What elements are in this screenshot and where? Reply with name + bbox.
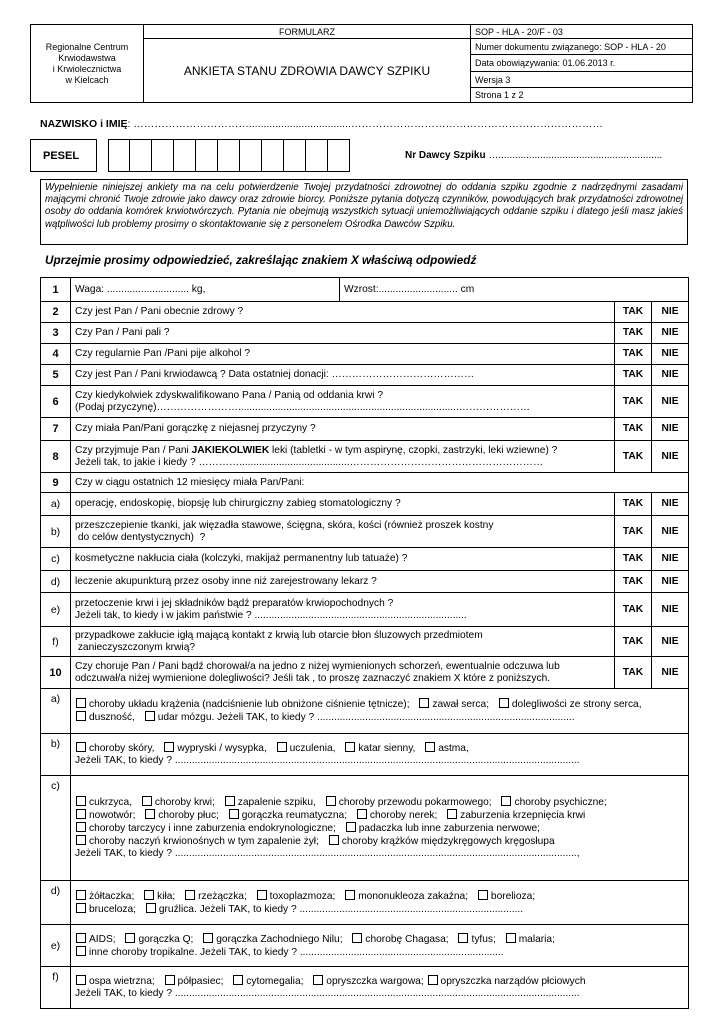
question-9d-row bbox=[41, 571, 689, 593]
questionnaire-table bbox=[40, 277, 689, 1009]
emphasis-text: JAKIEKOLWIEK bbox=[191, 444, 270, 456]
checkbox[interactable] bbox=[458, 933, 468, 943]
checkbox[interactable] bbox=[501, 796, 511, 806]
question-row-1 bbox=[41, 278, 689, 302]
checkbox[interactable] bbox=[277, 742, 287, 752]
option-label: choroby krążków międzykręgowych kręgosłupa bbox=[341, 836, 555, 847]
text-part: leki (tabletki - w tym aspirynę, czopki, zastrzyki, leki wziewne) ? bbox=[269, 444, 558, 456]
question-number: 1 bbox=[41, 278, 71, 302]
options-line: choroby układu krążenia (nadciśnienie lub obniżone ciśnienie tętnicze); zawał serca; dolegliwości ze strony serca, bbox=[75, 698, 684, 711]
measurements-cell bbox=[71, 278, 689, 302]
option-label: choroby układu krążenia (nadciśnienie lub obniżone ciśnienie tętnicze); bbox=[89, 699, 410, 710]
document-header bbox=[30, 24, 693, 103]
options-cell bbox=[71, 776, 689, 881]
date-field[interactable]: Jeżeli TAK, to kiedy ? ............................................................................................................................................... bbox=[75, 755, 580, 766]
option-label: zawał serca bbox=[432, 699, 487, 710]
form-label: FORMULARZ bbox=[144, 25, 471, 39]
checkbox[interactable] bbox=[499, 698, 509, 708]
no-option[interactable]: NIE bbox=[652, 593, 689, 627]
checkbox[interactable] bbox=[164, 742, 174, 752]
option-label: gorączka Zachodniego Nilu; bbox=[216, 933, 343, 945]
sub-letter: d) bbox=[41, 571, 71, 593]
question-row-6 bbox=[41, 386, 689, 418]
yes-option[interactable]: TAK bbox=[615, 418, 652, 441]
options-line bbox=[75, 835, 684, 848]
pesel-digit-box[interactable] bbox=[262, 139, 284, 172]
org-line: i Krwiolecznictwa bbox=[52, 63, 122, 74]
question-text bbox=[71, 593, 615, 627]
option-label: opryszczka wargowa; bbox=[326, 976, 424, 987]
option-label: choroby psychiczne; bbox=[514, 797, 607, 808]
org-line: w Kielcach bbox=[65, 74, 109, 85]
yes-option[interactable]: TAK bbox=[615, 302, 652, 323]
question-10f-row bbox=[41, 967, 689, 1009]
options-cell bbox=[71, 925, 689, 967]
checkbox[interactable] bbox=[125, 933, 135, 943]
checkbox[interactable] bbox=[76, 835, 86, 845]
option-label: żółtaczka; bbox=[89, 890, 135, 902]
no-option[interactable]: NIE bbox=[652, 627, 689, 657]
sub-letter: a) bbox=[41, 689, 71, 734]
sub-letter: b) bbox=[41, 734, 71, 776]
question-number: 6 bbox=[41, 386, 71, 418]
option-label: kiła; bbox=[157, 890, 176, 902]
question-9e-row bbox=[41, 593, 689, 627]
question-row-5 bbox=[41, 365, 689, 386]
checkbox[interactable] bbox=[478, 890, 488, 900]
option-label: borelioza; bbox=[490, 890, 536, 902]
question-row-9 bbox=[41, 473, 689, 493]
options-line bbox=[75, 742, 684, 755]
yes-option[interactable]: TAK bbox=[615, 657, 652, 689]
checkbox[interactable] bbox=[225, 796, 235, 806]
checkbox[interactable] bbox=[506, 933, 516, 943]
question-9c-row bbox=[41, 548, 689, 571]
sub-letter: c) bbox=[41, 548, 71, 571]
yes-option[interactable]: TAK bbox=[615, 323, 652, 344]
question-line bbox=[75, 445, 610, 457]
no-option[interactable]: NIE bbox=[652, 516, 689, 548]
height-field[interactable]: Wzrost:............................ cm bbox=[344, 283, 475, 295]
question-row-10 bbox=[41, 657, 689, 689]
option-label: inne choroby tropikalne. Jeżeli TAK, to kiedy ? ........................................................................ bbox=[89, 946, 504, 958]
name-field[interactable] bbox=[40, 118, 603, 130]
option-label: nowotwór; bbox=[89, 810, 136, 821]
options-cell bbox=[71, 881, 689, 925]
checkbox[interactable] bbox=[233, 975, 243, 985]
pesel-boxes[interactable] bbox=[108, 139, 350, 172]
yes-option[interactable]: TAK bbox=[615, 593, 652, 627]
checkbox[interactable] bbox=[76, 742, 86, 752]
pesel-digit-box[interactable] bbox=[240, 139, 262, 172]
option-label: półpasiec; bbox=[177, 976, 224, 987]
question-text: Czy miała Pan/Pani gorączkę z niejasnej przyczyny ? bbox=[71, 418, 615, 441]
option-label: choroby nerek; bbox=[369, 810, 438, 821]
checkbox[interactable] bbox=[345, 890, 355, 900]
pesel-digit-box[interactable] bbox=[130, 139, 152, 172]
question-line: przeszczepienie tkanki, jak więzadła stawowe, ścięgna, skóra, kości (również proszek kostny bbox=[75, 519, 494, 531]
no-option[interactable]: NIE bbox=[652, 657, 689, 689]
question-row-8 bbox=[41, 441, 689, 473]
checkbox[interactable] bbox=[142, 796, 152, 806]
question-text: Czy jest Pan / Pani obecnie zdrowy ? bbox=[71, 302, 615, 323]
page-number: Strona 1 z 2 bbox=[471, 88, 693, 103]
checkbox[interactable] bbox=[346, 822, 356, 832]
question-9b-row bbox=[41, 516, 689, 548]
sub-letter: b) bbox=[41, 516, 71, 548]
question-text: Czy regularnie Pan /Pani pije alkohol ? bbox=[71, 344, 615, 365]
option-label: choroby skóry, bbox=[89, 743, 155, 754]
no-option[interactable]: NIE bbox=[652, 386, 689, 418]
no-option[interactable]: NIE bbox=[652, 344, 689, 365]
question-number: 3 bbox=[41, 323, 71, 344]
checkbox[interactable] bbox=[428, 975, 438, 985]
donor-number-dots: …........................................................... bbox=[485, 150, 663, 161]
yes-option[interactable]: TAK bbox=[615, 386, 652, 418]
yes-option[interactable]: TAK bbox=[615, 571, 652, 593]
org-line: Krwiodawstwa bbox=[58, 52, 116, 63]
option-label: gorączka Q; bbox=[138, 933, 194, 945]
option-label: wypryski / wysypka, bbox=[177, 743, 267, 754]
checkbox[interactable] bbox=[329, 835, 339, 845]
no-option[interactable]: NIE bbox=[652, 571, 689, 593]
pesel-label: PESEL bbox=[30, 139, 97, 172]
question-10c-row bbox=[41, 776, 689, 881]
option-label: ospa wietrzna; bbox=[89, 976, 155, 987]
checkbox[interactable] bbox=[447, 809, 457, 819]
sub-letter: e) bbox=[41, 925, 71, 967]
checkbox[interactable] bbox=[145, 809, 155, 819]
pesel-digit-box[interactable] bbox=[108, 139, 130, 172]
question-number: 10 bbox=[41, 657, 71, 689]
no-option[interactable]: NIE bbox=[652, 323, 689, 344]
date-field[interactable]: Jeżeli TAK, to kiedy ? .............................................................................................................................................., bbox=[75, 848, 580, 859]
question-text: Czy w ciągu ostatnich 12 miesięcy miała Pan/Pani: bbox=[71, 473, 689, 493]
option-label: bruceloza; bbox=[89, 903, 137, 915]
options-line bbox=[75, 975, 684, 988]
checkbox[interactable] bbox=[229, 809, 239, 819]
medication-field[interactable]: Jeżeli tak, to jakie i kiedy ? ………….......................................………………………………………………… bbox=[75, 456, 544, 468]
options-line bbox=[75, 796, 684, 809]
question-number: 8 bbox=[41, 441, 71, 473]
sub-letter: f) bbox=[41, 967, 71, 1009]
options-line bbox=[75, 933, 684, 946]
option-label: toxoplazmoza; bbox=[269, 890, 336, 902]
checkbox[interactable] bbox=[76, 946, 86, 956]
sub-letter: a) bbox=[41, 493, 71, 516]
question-text: Czy jest Pan / Pani krwiodawcą ? Data ostatniej donacji: …………………………………… bbox=[71, 365, 615, 386]
options-line bbox=[75, 946, 684, 959]
yes-option[interactable]: TAK bbox=[615, 441, 652, 473]
option-label: tyfus; bbox=[471, 933, 496, 945]
question-row-2 bbox=[41, 302, 689, 323]
question-text: operację, endoskopię, biopsję lub chirurgiczny zabieg stomatologiczny ? bbox=[71, 493, 615, 516]
checkbox[interactable] bbox=[185, 890, 195, 900]
question-row-3 bbox=[41, 323, 689, 344]
options-line bbox=[75, 903, 684, 916]
question-9f-row bbox=[41, 627, 689, 657]
option-label: gorączka reumatyczna; bbox=[241, 810, 348, 821]
checkbox[interactable] bbox=[257, 890, 267, 900]
question-10e-row bbox=[41, 925, 689, 967]
name-dots: : ……………………………...................................……………………………………………………………… bbox=[127, 118, 603, 130]
option-label: AIDS; bbox=[89, 933, 116, 945]
checkbox[interactable] bbox=[352, 933, 362, 943]
option-label: zapalenie szpiku, bbox=[237, 797, 316, 808]
checkbox[interactable] bbox=[419, 698, 429, 708]
question-10d-row bbox=[41, 881, 689, 925]
option-label: choroby tarczycy i inne zaburzenia endokrynologiczne; bbox=[89, 823, 336, 834]
question-number: 4 bbox=[41, 344, 71, 365]
option-label: katar sienny, bbox=[358, 743, 416, 754]
form-title: ANKIETA STANU ZDROWIA DAWCY SZPIKU bbox=[144, 39, 471, 103]
option-label: cukrzyca, bbox=[89, 797, 133, 808]
option-label: zaburzenia krzepnięcia krwi bbox=[460, 810, 586, 821]
options-cell bbox=[71, 734, 689, 776]
checkbox[interactable] bbox=[165, 975, 175, 985]
sub-letter: f) bbox=[41, 627, 71, 657]
org-line: Regionalne Centrum bbox=[45, 41, 129, 52]
option-label: dolegliwości ze strony serca, bbox=[511, 699, 642, 710]
checkbox[interactable] bbox=[76, 711, 86, 721]
no-option[interactable]: NIE bbox=[652, 365, 689, 386]
options-line bbox=[75, 890, 684, 903]
question-line: Czy choruje Pan / Pani bądź chorował/a na jedno z niżej wymienionych schorzeń, ewentualnie odczuwa lub bbox=[75, 660, 560, 672]
pesel-digit-box[interactable] bbox=[218, 139, 240, 172]
question-line: przypadkowe zakłucie igłą mającą kontakt z krwią lub otarcie błon śluzowych przedmiotem bbox=[75, 629, 483, 641]
question-number: 5 bbox=[41, 365, 71, 386]
question-text bbox=[71, 516, 615, 548]
option-label: choroby naczyń krwionośnych w tym zapalenie żył; bbox=[89, 836, 319, 847]
option-label: gruźlica. Jeżeli TAK, to kiedy ? ............................................................................... bbox=[158, 903, 524, 915]
organization-name bbox=[31, 25, 144, 103]
question-line: odczuwał/a niżej wymienione dolegliwości? Jeśli tak , to proszę zaznaczyć znakiem X które z poniższych. bbox=[75, 672, 551, 684]
options-line bbox=[75, 711, 684, 724]
option-label: duszność, bbox=[89, 712, 135, 723]
options-cell bbox=[71, 967, 689, 1009]
question-text: leczenie akupunkturą przez osoby inne niż zarejestrowany lekarz ? bbox=[71, 571, 615, 593]
question-10a-row bbox=[41, 689, 689, 734]
no-option[interactable]: NIE bbox=[652, 418, 689, 441]
yes-option[interactable]: TAK bbox=[615, 493, 652, 516]
sub-letter: e) bbox=[41, 593, 71, 627]
options-line bbox=[75, 822, 684, 835]
checkbox[interactable] bbox=[313, 975, 323, 985]
transfusion-field[interactable]: Jeżeli tak, to kiedy i w jakim państwie ? ........................................................................... bbox=[75, 609, 467, 621]
form-code: SOP - HLA - 20/F - 03 bbox=[471, 25, 693, 39]
checkbox[interactable] bbox=[345, 742, 355, 752]
question-text bbox=[71, 441, 615, 473]
sub-letter: c) bbox=[41, 776, 71, 881]
checkbox[interactable] bbox=[425, 742, 435, 752]
option-label: astma, bbox=[438, 743, 469, 754]
option-label: choroby płuc; bbox=[158, 810, 219, 821]
yes-option[interactable]: TAK bbox=[615, 627, 652, 657]
option-label: padaczka lub inne zaburzenia nerwowe; bbox=[358, 823, 540, 834]
checkbox[interactable] bbox=[203, 933, 213, 943]
sub-letter: d) bbox=[41, 881, 71, 925]
checkbox[interactable] bbox=[76, 822, 86, 832]
checkbox[interactable] bbox=[76, 796, 86, 806]
instruction-text: Uprzejmie prosimy odpowiedzieć, zakreślając znakiem X właściwą odpowiedź bbox=[45, 254, 477, 267]
option-label: chorobę Chagasa; bbox=[365, 933, 449, 945]
checkbox[interactable] bbox=[76, 809, 86, 819]
option-label: rzeżączka; bbox=[198, 890, 247, 902]
checkbox[interactable] bbox=[76, 975, 86, 985]
yes-option[interactable]: TAK bbox=[615, 365, 652, 386]
donor-number-field[interactable] bbox=[405, 150, 662, 161]
question-row-7 bbox=[41, 418, 689, 441]
checkbox[interactable] bbox=[146, 903, 156, 913]
pesel-digit-box[interactable] bbox=[152, 139, 174, 172]
option-label: cytomegalia; bbox=[246, 976, 304, 987]
option-label: udar mózgu. Jeżeli TAK, to kiedy ? ........................................................................................... bbox=[157, 712, 575, 723]
text-part: Czy przyjmuje Pan / Pani bbox=[75, 444, 192, 456]
option-label: uczulenia, bbox=[289, 743, 336, 754]
options-line bbox=[75, 809, 684, 822]
options-cell bbox=[71, 689, 689, 734]
date-field[interactable]: Jeżeli TAK, to kiedy ? ............................................................................................................................................... bbox=[75, 988, 580, 999]
checkbox[interactable] bbox=[145, 711, 155, 721]
checkbox[interactable] bbox=[76, 933, 86, 943]
option-label: mononukleoza zakaźna; bbox=[358, 890, 469, 902]
pesel-digit-box[interactable] bbox=[284, 139, 306, 172]
checkbox[interactable] bbox=[76, 890, 86, 900]
pesel-digit-box[interactable] bbox=[174, 139, 196, 172]
no-option[interactable]: NIE bbox=[652, 548, 689, 571]
question-line: przetoczenie krwi i jej składników bądź preparatów krwiopochodnych ? bbox=[75, 597, 394, 609]
checkbox[interactable] bbox=[76, 903, 86, 913]
question-number: 7 bbox=[41, 418, 71, 441]
question-line: Czy kiedykolwiek zdyskwalifikowano Pana / Panią od oddania krwi ? bbox=[75, 389, 384, 401]
question-9a-row bbox=[41, 493, 689, 516]
question-text: kosmetyczne nakłucia ciała (kolczyki, makijaż permanentny lub tatuaże) ? bbox=[71, 548, 615, 571]
question-text bbox=[71, 657, 615, 689]
weight-field[interactable]: Waga: ............................. kg, bbox=[71, 278, 340, 301]
no-option[interactable]: NIE bbox=[652, 441, 689, 473]
donor-number-label: Nr Dawcy Szpiku bbox=[405, 150, 486, 161]
pesel-digit-box[interactable] bbox=[196, 139, 218, 172]
valid-date: Data obowiązywania: 01.06.2013 r. bbox=[471, 55, 693, 72]
checkbox[interactable] bbox=[357, 809, 367, 819]
reason-field[interactable]: (Podaj przyczynę)……………………..............................................................................………………… bbox=[75, 401, 531, 413]
question-line: do celów dentystycznych) ? bbox=[75, 531, 206, 543]
pesel-digit-box[interactable] bbox=[328, 139, 350, 172]
option-label: choroby przewodu pokarmowego; bbox=[338, 797, 492, 808]
question-number: 2 bbox=[41, 302, 71, 323]
question-10b-row bbox=[41, 734, 689, 776]
option-label: choroby krwi; bbox=[154, 797, 215, 808]
checkbox[interactable] bbox=[326, 796, 336, 806]
yes-option[interactable]: TAK bbox=[615, 344, 652, 365]
question-number: 9 bbox=[41, 473, 71, 493]
question-line: zanieczyszczonym krwią? bbox=[75, 641, 196, 653]
no-option[interactable]: NIE bbox=[652, 493, 689, 516]
question-text: Czy Pan / Pani pali ? bbox=[71, 323, 615, 344]
yes-option[interactable]: TAK bbox=[615, 548, 652, 571]
question-text bbox=[71, 627, 615, 657]
no-option[interactable]: NIE bbox=[652, 302, 689, 323]
name-label: NAZWISKO i IMIĘ bbox=[40, 118, 128, 130]
checkbox[interactable] bbox=[76, 698, 86, 708]
pesel-digit-box[interactable] bbox=[306, 139, 328, 172]
related-document: Numer dokumentu związanego: SOP - HLA - 20 bbox=[471, 39, 693, 55]
intro-text: Wypełnienie niniejszej ankiety ma na celu potwierdzenie Twojej przydatności zdrowotnej do oddania szpiku zgodnie z nadrzędnymi zasadami mającymi chronić Twoje zdrowie jako dawcy oraz zdrowie biorcy. Poniższe pytania dotyczą czynników, powodujących brak przydatności zdrowotnej osoby do oddania komórek krwiotwórczych. Pytania nie obejmują wszystkich sytuacji uniemożliwiających oddanie szpiku i dlatego jeśli masz jakieś wątpliwości lub problemy prosimy o skontaktowanie się z personelem Ośrodka Dawców Szpiku. bbox=[40, 179, 688, 245]
option-label: malaria; bbox=[518, 933, 555, 945]
option-label: opryszczka narządów płciowych bbox=[440, 976, 586, 987]
version: Wersja 3 bbox=[471, 72, 693, 88]
checkbox[interactable] bbox=[144, 890, 154, 900]
question-text bbox=[71, 386, 615, 418]
yes-option[interactable]: TAK bbox=[615, 516, 652, 548]
question-row-4 bbox=[41, 344, 689, 365]
